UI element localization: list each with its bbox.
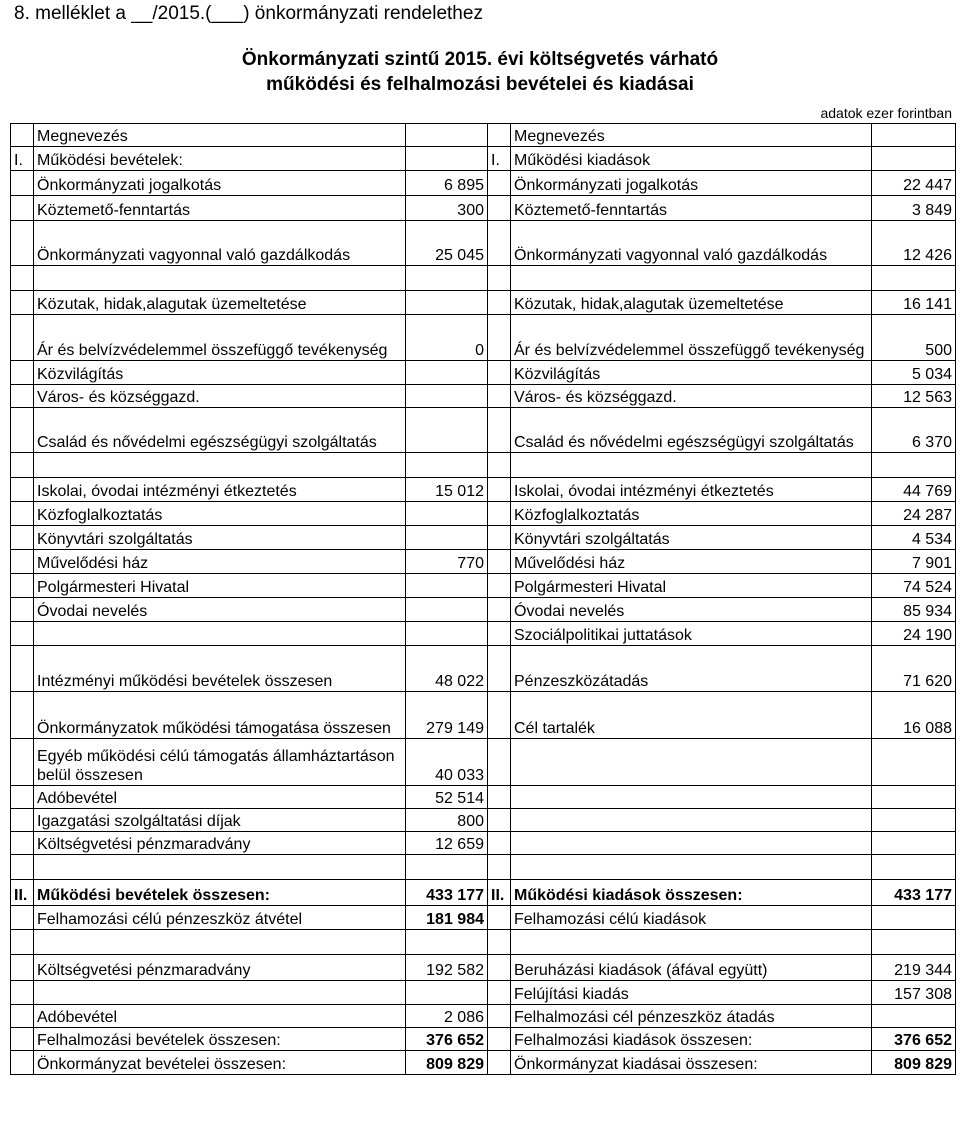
expense-amount — [872, 809, 956, 832]
expense-amount: 809 829 — [872, 1051, 956, 1075]
income-amount: 433 177 — [406, 880, 488, 906]
income-name: Működési bevételek: — [34, 147, 406, 171]
table-row — [11, 550, 956, 574]
table-row — [11, 1005, 956, 1028]
row-number-income — [11, 955, 34, 981]
row-number-expense — [488, 196, 511, 221]
expense-name: Megnevezés — [511, 124, 872, 147]
table-row — [11, 196, 956, 221]
row-number-expense — [488, 385, 511, 408]
row-number-income — [11, 786, 34, 809]
expense-name — [511, 786, 872, 809]
expense-name — [511, 855, 872, 880]
income-name: Adóbevétel — [34, 1005, 406, 1028]
expense-name: Család és nővédelmi egészségügyi szolgáltatás — [511, 408, 872, 453]
expense-name — [511, 809, 872, 832]
expense-amount — [872, 453, 956, 478]
budget-table — [10, 123, 956, 1075]
row-number-income — [11, 906, 34, 930]
table-row — [11, 171, 956, 196]
expense-name: Közvilágítás — [511, 361, 872, 385]
income-name: Felhalmozási bevételek összesen: — [34, 1028, 406, 1051]
table-row — [11, 955, 956, 981]
expense-name: Működési kiadások összesen: — [511, 880, 872, 906]
table-row — [11, 502, 956, 526]
table-row — [11, 124, 956, 147]
row-number-income — [11, 1051, 34, 1075]
expense-name: Közfoglalkoztatás — [511, 502, 872, 526]
row-number-income — [11, 291, 34, 315]
expense-amount: 219 344 — [872, 955, 956, 981]
row-number-expense — [488, 408, 511, 453]
row-number-expense — [488, 930, 511, 955]
income-name: Iskolai, óvodai intézményi étkeztetés — [34, 478, 406, 502]
expense-name: Felújítási kiadás — [511, 981, 872, 1005]
expense-amount: 157 308 — [872, 981, 956, 1005]
income-amount: 48 022 — [406, 646, 488, 692]
table-row — [11, 906, 956, 930]
row-number-expense — [488, 646, 511, 692]
expense-amount: 71 620 — [872, 646, 956, 692]
income-amount: 376 652 — [406, 1028, 488, 1051]
expense-name — [511, 453, 872, 478]
expense-amount — [872, 147, 956, 171]
table-row — [11, 385, 956, 408]
expense-name: Közutak, hidak,alagutak üzemeltetése — [511, 291, 872, 315]
row-number-expense — [488, 291, 511, 315]
income-name — [34, 981, 406, 1005]
income-name: Polgármesteri Hivatal — [34, 574, 406, 598]
row-number-expense — [488, 478, 511, 502]
row-number-expense — [488, 315, 511, 361]
income-name: Óvodai nevelés — [34, 598, 406, 622]
table-row — [11, 315, 956, 361]
row-number-income — [11, 266, 34, 291]
expense-name: Felhalmozási cél pénzeszköz átadás — [511, 1005, 872, 1028]
income-amount — [406, 291, 488, 315]
expense-name — [511, 266, 872, 291]
row-number-expense — [488, 266, 511, 291]
table-row — [11, 855, 956, 880]
expense-name: Működési kiadások — [511, 147, 872, 171]
income-amount: 25 045 — [406, 221, 488, 266]
income-amount — [406, 453, 488, 478]
income-name: Megnevezés — [34, 124, 406, 147]
income-name: Költségvetési pénzmaradvány — [34, 832, 406, 855]
expense-amount: 6 370 — [872, 408, 956, 453]
income-amount — [406, 502, 488, 526]
income-amount: 52 514 — [406, 786, 488, 809]
income-amount — [406, 981, 488, 1005]
expense-name: Könyvtári szolgáltatás — [511, 526, 872, 550]
expense-name: Önkormányzati jogalkotás — [511, 171, 872, 196]
income-amount: 192 582 — [406, 955, 488, 981]
table-row — [11, 291, 956, 315]
income-amount — [406, 526, 488, 550]
table-row — [11, 1028, 956, 1051]
income-name: Önkormányzati jogalkotás — [34, 171, 406, 196]
income-amount — [406, 124, 488, 147]
income-name: Könyvtári szolgáltatás — [34, 526, 406, 550]
row-number-income — [11, 361, 34, 385]
income-name: Intézményi működési bevételek összesen — [34, 646, 406, 692]
table-row — [11, 266, 956, 291]
row-number-income — [11, 646, 34, 692]
expense-name: Polgármesteri Hivatal — [511, 574, 872, 598]
row-number-income — [11, 598, 34, 622]
row-number-income — [11, 315, 34, 361]
row-number-expense — [488, 124, 511, 147]
income-amount: 2 086 — [406, 1005, 488, 1028]
document-title-line-2: működési és felhalmozási bevételei és kiadásai — [266, 74, 694, 95]
row-number-expense — [488, 1028, 511, 1051]
income-amount — [406, 598, 488, 622]
expense-amount: 85 934 — [872, 598, 956, 622]
expense-amount — [872, 1005, 956, 1028]
income-name: Felhamozási célú pénzeszköz átvétel — [34, 906, 406, 930]
income-name — [34, 453, 406, 478]
row-number-expense — [488, 453, 511, 478]
expense-amount: 74 524 — [872, 574, 956, 598]
row-number-expense — [488, 1051, 511, 1075]
income-name: Egyéb működési célú támogatás államháztartáson belül összesen — [34, 739, 406, 786]
expense-amount — [872, 855, 956, 880]
expense-name — [511, 739, 872, 786]
row-number-expense — [488, 622, 511, 646]
expense-amount: 500 — [872, 315, 956, 361]
expense-amount: 22 447 — [872, 171, 956, 196]
row-number-expense — [488, 574, 511, 598]
row-number-expense — [488, 361, 511, 385]
table-row — [11, 809, 956, 832]
row-number-expense: II. — [488, 880, 511, 906]
expense-amount: 12 426 — [872, 221, 956, 266]
table-row — [11, 361, 956, 385]
row-number-income — [11, 981, 34, 1005]
income-amount: 770 — [406, 550, 488, 574]
expense-name: Beruházási kiadások (áfával együtt) — [511, 955, 872, 981]
expense-amount — [872, 786, 956, 809]
income-amount: 15 012 — [406, 478, 488, 502]
table-row — [11, 786, 956, 809]
expense-name: Cél tartalék — [511, 692, 872, 739]
row-number-income — [11, 453, 34, 478]
table-row — [11, 453, 956, 478]
row-number-expense — [488, 221, 511, 266]
row-number-expense — [488, 526, 511, 550]
table-row — [11, 692, 956, 739]
annex-reference: 8. melléklet a __/2015.(___) önkormányzati rendelethez — [14, 3, 483, 24]
expense-amount — [872, 832, 956, 855]
expense-amount: 4 534 — [872, 526, 956, 550]
table-row — [11, 526, 956, 550]
row-number-expense — [488, 809, 511, 832]
expense-amount: 5 034 — [872, 361, 956, 385]
row-number-income — [11, 550, 34, 574]
expense-amount: 24 287 — [872, 502, 956, 526]
expense-name: Szociálpolitikai juttatások — [511, 622, 872, 646]
row-number-income: I. — [11, 147, 34, 171]
row-number-income — [11, 221, 34, 266]
income-amount — [406, 266, 488, 291]
income-name — [34, 622, 406, 646]
expense-name: Város- és községgazd. — [511, 385, 872, 408]
row-number-expense — [488, 692, 511, 739]
expense-amount — [872, 930, 956, 955]
row-number-income — [11, 478, 34, 502]
income-name: Költségvetési pénzmaradvány — [34, 955, 406, 981]
row-number-expense: I. — [488, 147, 511, 171]
expense-amount: 376 652 — [872, 1028, 956, 1051]
income-amount: 279 149 — [406, 692, 488, 739]
expense-name — [511, 930, 872, 955]
income-name: Város- és községgazd. — [34, 385, 406, 408]
table-row — [11, 408, 956, 453]
row-number-expense — [488, 955, 511, 981]
row-number-income — [11, 502, 34, 526]
income-amount: 181 984 — [406, 906, 488, 930]
income-name: Adóbevétel — [34, 786, 406, 809]
expense-name: Pénzeszközátadás — [511, 646, 872, 692]
expense-amount: 16 141 — [872, 291, 956, 315]
income-name — [34, 930, 406, 955]
row-number-expense — [488, 832, 511, 855]
table-row — [11, 880, 956, 906]
row-number-income — [11, 1028, 34, 1051]
row-number-income — [11, 574, 34, 598]
expense-name: Köztemető-fenntartás — [511, 196, 872, 221]
table-row — [11, 930, 956, 955]
row-number-income — [11, 1005, 34, 1028]
income-amount: 300 — [406, 196, 488, 221]
expense-amount: 12 563 — [872, 385, 956, 408]
income-name: Művelődési ház — [34, 550, 406, 574]
row-number-income — [11, 171, 34, 196]
income-amount: 6 895 — [406, 171, 488, 196]
expense-name: Felhalmozási kiadások összesen: — [511, 1028, 872, 1051]
income-name: Igazgatási szolgáltatási díjak — [34, 809, 406, 832]
income-name: Közutak, hidak,alagutak üzemeltetése — [34, 291, 406, 315]
income-name: Köztemető-fenntartás — [34, 196, 406, 221]
income-amount: 40 033 — [406, 739, 488, 786]
expense-name: Óvodai nevelés — [511, 598, 872, 622]
table-row — [11, 574, 956, 598]
income-name: Működési bevételek összesen: — [34, 880, 406, 906]
row-number-income — [11, 739, 34, 786]
income-name: Önkormányzati vagyonnal való gazdálkodás — [34, 221, 406, 266]
income-amount — [406, 147, 488, 171]
income-name: Önkormányzatok működési támogatása összesen — [34, 692, 406, 739]
document-title-line-1: Önkormányzati szintű 2015. évi költségvetés várható — [241, 49, 719, 70]
expense-amount: 7 901 — [872, 550, 956, 574]
row-number-income — [11, 809, 34, 832]
income-amount — [406, 574, 488, 598]
table-row — [11, 832, 956, 855]
table-row — [11, 981, 956, 1005]
row-number-income: II. — [11, 880, 34, 906]
row-number-expense — [488, 786, 511, 809]
expense-amount: 3 849 — [872, 196, 956, 221]
row-number-expense — [488, 502, 511, 526]
expense-amount — [872, 124, 956, 147]
income-amount: 0 — [406, 315, 488, 361]
table-row — [11, 221, 956, 266]
row-number-expense — [488, 171, 511, 196]
income-name: Család és nővédelmi egészségügyi szolgáltatás — [34, 408, 406, 453]
row-number-expense — [488, 981, 511, 1005]
table-row — [11, 147, 956, 171]
expense-amount — [872, 906, 956, 930]
expense-amount — [872, 266, 956, 291]
expense-amount: 24 190 — [872, 622, 956, 646]
expense-amount: 433 177 — [872, 880, 956, 906]
row-number-income — [11, 196, 34, 221]
row-number-income — [11, 930, 34, 955]
income-name — [34, 266, 406, 291]
row-number-income — [11, 832, 34, 855]
row-number-expense — [488, 739, 511, 786]
income-name: Ár és belvízvédelemmel összefüggő tevékenység — [34, 315, 406, 361]
table-row — [11, 646, 956, 692]
unit-note: adatok ezer forintban — [820, 105, 952, 121]
row-number-income — [11, 692, 34, 739]
table-row — [11, 478, 956, 502]
table-row — [11, 598, 956, 622]
income-amount — [406, 930, 488, 955]
expense-name — [511, 832, 872, 855]
table-row — [11, 739, 956, 786]
row-number-income — [11, 855, 34, 880]
income-amount — [406, 361, 488, 385]
row-number-expense — [488, 855, 511, 880]
income-amount: 800 — [406, 809, 488, 832]
row-number-expense — [488, 598, 511, 622]
row-number-income — [11, 385, 34, 408]
income-amount: 12 659 — [406, 832, 488, 855]
expense-name: Művelődési ház — [511, 550, 872, 574]
row-number-expense — [488, 1005, 511, 1028]
row-number-expense — [488, 906, 511, 930]
expense-amount: 16 088 — [872, 692, 956, 739]
row-number-income — [11, 408, 34, 453]
row-number-income — [11, 124, 34, 147]
income-amount: 809 829 — [406, 1051, 488, 1075]
expense-name: Felhamozási célú kiadások — [511, 906, 872, 930]
row-number-expense — [488, 550, 511, 574]
income-amount — [406, 855, 488, 880]
table-row — [11, 622, 956, 646]
expense-name: Önkormányzat kiadásai összesen: — [511, 1051, 872, 1075]
income-name: Közvilágítás — [34, 361, 406, 385]
expense-amount — [872, 739, 956, 786]
income-amount — [406, 622, 488, 646]
table-row — [11, 1051, 956, 1075]
expense-amount: 44 769 — [872, 478, 956, 502]
income-name: Önkormányzat bevételei összesen: — [34, 1051, 406, 1075]
expense-name: Iskolai, óvodai intézményi étkeztetés — [511, 478, 872, 502]
income-name: Közfoglalkoztatás — [34, 502, 406, 526]
income-amount — [406, 408, 488, 453]
income-name — [34, 855, 406, 880]
expense-name: Ár és belvízvédelemmel összefüggő tevékenység — [511, 315, 872, 361]
expense-name: Önkormányzati vagyonnal való gazdálkodás — [511, 221, 872, 266]
row-number-income — [11, 526, 34, 550]
row-number-income — [11, 622, 34, 646]
income-amount — [406, 385, 488, 408]
